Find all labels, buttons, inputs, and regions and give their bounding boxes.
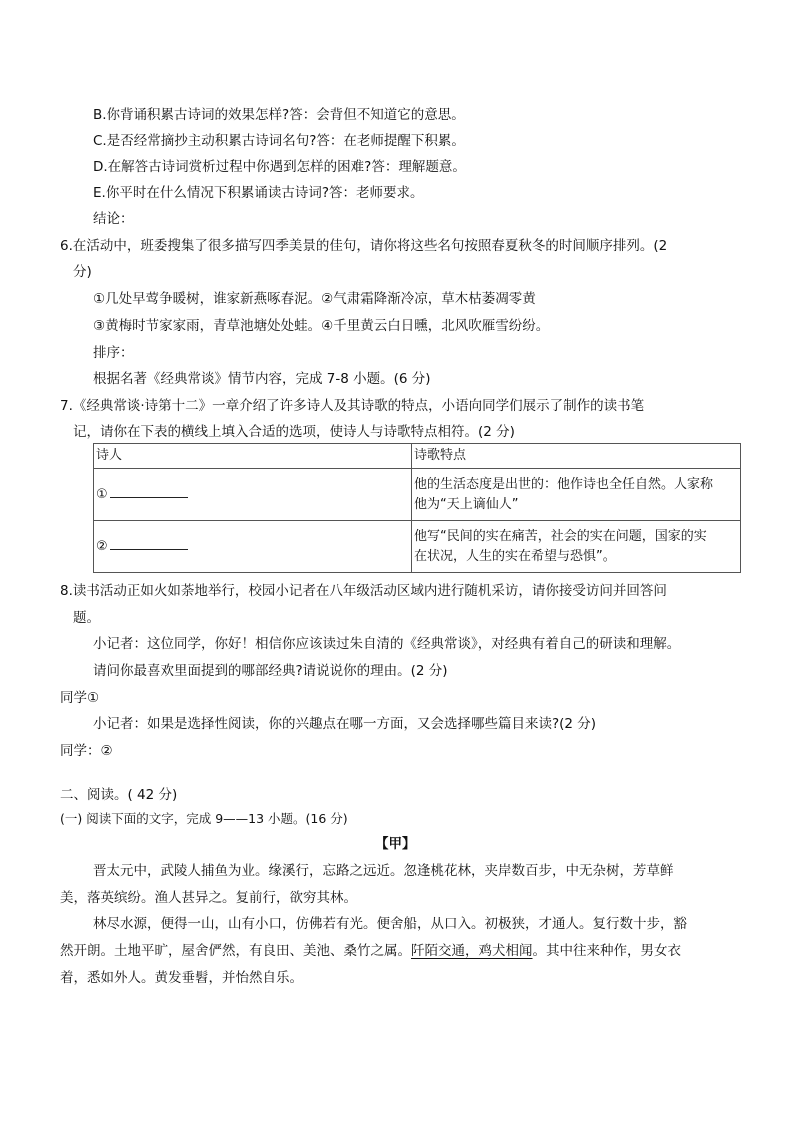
answer-blank-1[interactable] xyxy=(110,484,188,498)
question-6-line1: 6.在活动中，班委搜集了很多描写四季美景的佳句，请你将这些名句按照春夏秋冬的时间顺序排列。(2 xyxy=(60,238,668,254)
option-b: B.你背诵积累古诗词的效果怎样?答：会背但不知道它的意思。 xyxy=(93,107,465,123)
student-answer-2-label: 同学：② xyxy=(60,743,113,759)
table-row xyxy=(94,469,741,521)
table-header-row xyxy=(94,444,741,469)
table-header-poet: 诗人 xyxy=(94,444,412,469)
question-6-verses2: ③黄梅时节家家雨，青草池塘处处蛙。④千里黄云白日曛，北风吹雁雪纷纷。 xyxy=(93,318,550,334)
passage-p2-line2-post: 。其中往来种作，男女衣 xyxy=(532,943,681,959)
table-header-feature: 诗歌特点 xyxy=(412,444,741,469)
reporter-question-1b: 请问你最喜欢里面提到的哪部经典?请说说你的理由。(2 分) xyxy=(93,663,448,679)
poet-cell-1 xyxy=(94,469,412,521)
feature-2-line2: 在状况，人生的实在希望与恐惧”。 xyxy=(414,548,616,564)
option-c: C.是否经常摘抄主动积累古诗词名句?答：在老师提醒下积累。 xyxy=(93,133,465,149)
conclusion-label: 结论： xyxy=(93,211,134,227)
question-6-verses1: ①几处早莺争暖树，谁家新燕啄春泥。②气肃霜降渐冷凉，草木枯萎凋零黄 xyxy=(93,291,536,307)
poet-number-2: ② xyxy=(96,539,108,554)
reporter-question-2: 小记者：如果是选择性阅读，你的兴趣点在哪一方面，又会选择哪些篇目来读?(2 分) xyxy=(93,716,597,732)
question-8-line1: 8.读书活动正如火如荼地举行，校园小记者在八年级活动区域内进行随机采访，请你接受访问并回答问 xyxy=(60,583,667,599)
question-6-line2: 分) xyxy=(73,264,92,280)
underlined-phrase: 阡陌交通，鸡犬相闻 xyxy=(411,943,533,959)
answer-blank-2[interactable] xyxy=(110,536,188,550)
option-d: D.在解答古诗词赏析过程中你遇到怎样的困难?答：理解题意。 xyxy=(93,159,466,175)
poet-cell-2 xyxy=(94,521,412,573)
passage-jia-heading: 【甲】 xyxy=(375,836,416,852)
question-8-line2: 题。 xyxy=(73,610,100,626)
feature-1-line2: 他为“天上谪仙人” xyxy=(414,496,519,512)
questions-7-8-intro: 根据名著《经典常谈》情节内容，完成 7-8 小题。(6 分) xyxy=(93,371,431,387)
feature-cell-2 xyxy=(412,521,741,573)
poet-table xyxy=(93,443,741,573)
question-7-line2: 记，请你在下表的横线上填入合适的选项，使诗人与诗歌特点相符。(2 分) xyxy=(73,424,515,440)
question-6-order-label: 排序： xyxy=(93,345,134,361)
section-2-title: 二、阅读。( 42 分) xyxy=(60,787,178,803)
question-7-line1: 7.《经典常谈·诗第十二》一章介绍了许多诗人及其诗歌的特点，小语向同学们展示了制作的读书笔 xyxy=(60,398,645,414)
poet-number-1: ① xyxy=(96,487,108,502)
section-2-sub1: (一) 阅读下面的文字，完成 9——13 小题。(16 分) xyxy=(60,811,348,826)
student-answer-1-label: 同学① xyxy=(60,690,100,706)
option-e: E.你平时在什么情况下积累诵读古诗词?答：老师要求。 xyxy=(93,185,424,201)
feature-2-line1: 他写“民间的实在痛苦，社会的实在问题，国家的实 xyxy=(414,528,707,544)
passage-p2-line1: 林尽水源，便得一山，山有小口，仿佛若有光。便舍船，从口入。初极狭，才通人。复行数十步，豁 xyxy=(93,916,687,932)
passage-p1-line1: 晋太元中，武陵人捕鱼为业。缘溪行，忘路之远近。忽逢桃花林，夹岸数百步，中无杂树，芳草鲜 xyxy=(93,863,674,879)
feature-cell-1 xyxy=(412,469,741,521)
passage-p2-line2-pre: 然开朗。土地平旷，屋舍俨然，有良田、美池、桑竹之属。 xyxy=(60,943,411,959)
feature-1-line1: 他的生活态度是出世的：他作诗也全任自然。人家称 xyxy=(414,476,714,492)
reporter-question-1: 小记者：这位同学，你好！相信你应该读过朱自清的《经典常谈》，对经典有着自己的研读和理解。 xyxy=(93,636,681,652)
table-row xyxy=(94,521,741,573)
passage-p2-line3: 着，悉如外人。黄发垂髫，并怡然自乐。 xyxy=(60,970,303,986)
passage-p1-line2: 美，落英缤纷。渔人甚异之。复前行，欲穷其林。 xyxy=(60,890,357,906)
passage-p2-line2 xyxy=(60,941,681,961)
